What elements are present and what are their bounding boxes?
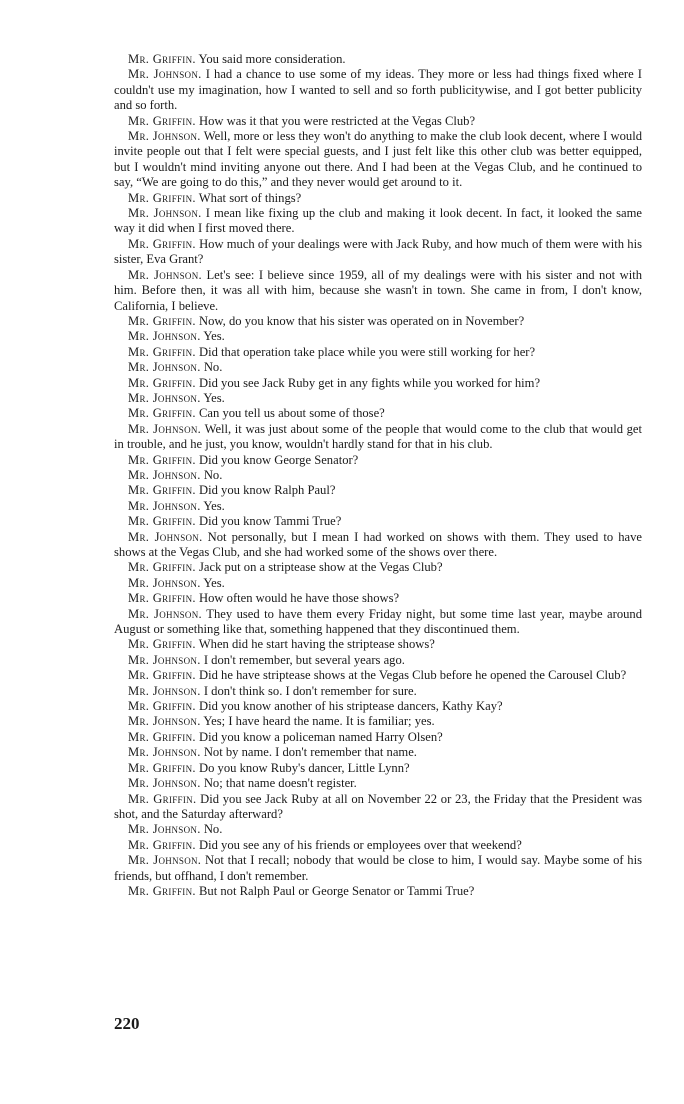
- speech-text: Did you see Jack Ruby get in any fights while you worked for him?: [199, 375, 541, 390]
- speech-text: Did you know Ralph Paul?: [199, 483, 336, 498]
- transcript-paragraph: [114, 114, 642, 129]
- transcript-paragraph: [114, 560, 642, 575]
- speech-text: Yes.: [203, 498, 225, 513]
- transcript-paragraph: [114, 314, 642, 329]
- speaker-label: Mr. Griffin.: [128, 113, 196, 128]
- speech-text: But not Ralph Paul or George Senator or Tammi True?: [199, 883, 475, 898]
- speaker-label: Mr. Griffin.: [128, 668, 196, 683]
- transcript-paragraph: [114, 206, 642, 237]
- speaker-label: Mr. Johnson.: [128, 267, 202, 282]
- transcript-paragraph: [114, 792, 642, 823]
- speech-text: When did he start having the striptease shows?: [198, 637, 435, 652]
- transcript-paragraph: [114, 483, 642, 498]
- speech-text: How much of your dealings were with Jack Ruby, and how much of them were with his sister, Eva Grant?: [114, 236, 642, 267]
- speech-text: Not that I recall; nobody that would be close to him, I would say. Maybe some of his friends, but offhand, I don't remember.: [114, 853, 642, 883]
- transcript-paragraph: [114, 530, 642, 561]
- speech-text: I don't think so. I don't remember for sure.: [203, 683, 417, 698]
- transcript-paragraph: [114, 391, 642, 406]
- speech-text: Can you tell us about some of those?: [199, 406, 385, 421]
- speech-text: I mean like fixing up the club and making it look decent. In fact, it looked the same way it did when I first moved there.: [114, 206, 642, 236]
- speaker-label: Mr. Griffin.: [128, 837, 196, 852]
- speech-text: Let's see: I believe since 1959, all of my dealings were with his sister and not with him. Before then, it was all with him, because she wasn't in town. She came in from, I don't know, California, I believe.: [114, 267, 642, 313]
- speech-text: They used to have them every Friday night, but some time last year, maybe around August or something like that, something happened that they discontinued them.: [114, 606, 643, 637]
- transcript-paragraph: [114, 67, 642, 113]
- speaker-label: Mr. Johnson.: [128, 606, 202, 621]
- speaker-label: Mr. Griffin.: [128, 375, 196, 390]
- speaker-label: Mr. Johnson.: [128, 360, 201, 375]
- transcript-paragraph: [114, 329, 642, 344]
- speaker-label: Mr. Griffin.: [128, 344, 196, 359]
- speech-text: No; that name doesn't register.: [203, 776, 357, 791]
- transcript-paragraph: [114, 406, 642, 421]
- speaker-label: Mr. Johnson.: [128, 529, 203, 544]
- speaker-label: Mr. Griffin.: [128, 452, 196, 467]
- speech-text: You said more consideration.: [198, 52, 346, 66]
- speaker-label: Mr. Johnson.: [128, 683, 201, 698]
- transcript-paragraph: [114, 822, 642, 837]
- speaker-label: Mr. Griffin.: [128, 591, 196, 606]
- speech-text: What sort of things?: [198, 190, 302, 205]
- speaker-label: Mr. Griffin.: [128, 637, 196, 652]
- transcript-paragraph: [114, 776, 642, 791]
- speaker-label: Mr. Griffin.: [128, 760, 196, 775]
- transcript-paragraph: [114, 129, 642, 191]
- speech-text: How often would he have those shows?: [199, 591, 400, 606]
- transcript-paragraph: [114, 730, 642, 745]
- speech-text: Not by name. I don't remember that name.: [203, 745, 417, 760]
- speaker-label: Mr. Griffin.: [128, 483, 196, 498]
- speech-text: No.: [203, 467, 223, 482]
- speech-text: Do you know Ruby's dancer, Little Lynn?: [199, 760, 410, 775]
- speaker-label: Mr. Griffin.: [128, 883, 196, 898]
- page-number: 220: [114, 1014, 140, 1033]
- speech-text: I don't remember, but several years ago.: [203, 652, 405, 667]
- speech-text: Did you know a policeman named Harry Olsen?: [199, 729, 443, 744]
- speaker-label: Mr. Johnson.: [128, 390, 201, 405]
- transcript-paragraph: [114, 453, 642, 468]
- speaker-label: Mr. Griffin.: [128, 52, 196, 66]
- transcript-paragraph: [114, 576, 642, 591]
- speaker-label: Mr. Johnson.: [128, 467, 201, 482]
- speech-text: Well, more or less they won't do anything to make the club look decent, where I would invite people out that I felt were special guests, and I just felt like this other club was better equipped, but I wouldn't mind inviting anyone out there. And I had been at the Vegas Club, and he continued to say, “We are going to do this,” and they never would get around to it.: [114, 129, 643, 190]
- transcript-paragraph: [114, 607, 642, 638]
- transcript-paragraph: [114, 237, 642, 268]
- transcript-paragraph: [114, 499, 642, 514]
- speech-text: Yes.: [203, 575, 225, 590]
- transcript-paragraph: [114, 514, 642, 529]
- transcript-paragraph: [114, 268, 642, 314]
- speech-text: Did you know another of his striptease dancers, Kathy Kay?: [199, 699, 503, 714]
- transcript-paragraph: [114, 653, 642, 668]
- transcript-paragraph: [114, 637, 642, 652]
- speech-text: Well, it was just about some of the people that would come to the club that would get in trouble, and he just, you know, wouldn't hardly stand for that in his club.: [114, 421, 643, 452]
- speaker-label: Mr. Johnson.: [128, 853, 202, 868]
- speaker-label: Mr. Johnson.: [128, 575, 201, 590]
- transcript-paragraph: [114, 668, 642, 683]
- speaker-label: Mr. Griffin.: [128, 791, 197, 806]
- transcript-paragraph: [114, 761, 642, 776]
- speech-text: Did that operation take place while you were still working for her?: [199, 344, 536, 359]
- transcript-paragraph: [114, 884, 642, 899]
- transcript-body: [114, 52, 642, 899]
- speaker-label: Mr. Johnson.: [128, 206, 202, 221]
- speech-text: Now, do you know that his sister was operated on in November?: [199, 313, 525, 328]
- speech-text: Did you know George Senator?: [199, 452, 359, 467]
- transcript-paragraph: [114, 591, 642, 606]
- speaker-label: Mr. Griffin.: [128, 190, 196, 205]
- speech-text: Did you see Jack Ruby at all on November 22 or 23, the Friday that the President was shot, and the Saturday afterward?: [114, 791, 642, 821]
- transcript-paragraph: [114, 684, 642, 699]
- transcript-paragraph: [114, 52, 642, 67]
- speaker-label: Mr. Griffin.: [128, 514, 196, 529]
- speaker-label: Mr. Griffin.: [128, 729, 196, 744]
- speech-text: How was it that you were restricted at the Vegas Club?: [199, 113, 476, 128]
- speech-text: Jack put on a striptease show at the Vegas Club?: [199, 560, 443, 575]
- transcript-paragraph: [114, 191, 642, 206]
- speaker-label: Mr. Johnson.: [128, 67, 202, 82]
- speaker-label: Mr. Johnson.: [128, 329, 201, 344]
- speech-text: Yes.: [203, 390, 225, 405]
- transcript-paragraph: [114, 468, 642, 483]
- transcript-paragraph: [114, 376, 642, 391]
- speech-text: No.: [203, 360, 223, 375]
- speaker-label: Mr. Griffin.: [128, 236, 196, 251]
- speaker-label: Mr. Johnson.: [128, 652, 201, 667]
- speech-text: Did you know Tammi True?: [199, 514, 342, 529]
- transcript-paragraph: [114, 745, 642, 760]
- speaker-label: Mr. Griffin.: [128, 560, 196, 575]
- transcript-paragraph: [114, 345, 642, 360]
- speaker-label: Mr. Johnson.: [128, 421, 202, 436]
- speaker-label: Mr. Johnson.: [128, 745, 201, 760]
- transcript-paragraph: [114, 838, 642, 853]
- speech-text: Not personally, but I mean I had worked on shows with them. They used to have shows at the Vegas Club, and she had worked some of the shows over there.: [114, 529, 642, 559]
- transcript-paragraph: [114, 360, 642, 375]
- speech-text: Did you see any of his friends or employees over that weekend?: [199, 837, 522, 852]
- speech-text: Yes; I have heard the name. It is familiar; yes.: [203, 714, 435, 729]
- speaker-label: Mr. Johnson.: [128, 714, 201, 729]
- speaker-label: Mr. Griffin.: [128, 699, 196, 714]
- speaker-label: Mr. Johnson.: [128, 129, 201, 144]
- speaker-label: Mr. Griffin.: [128, 313, 196, 328]
- speaker-label: Mr. Griffin.: [128, 406, 196, 421]
- transcript-paragraph: [114, 853, 642, 884]
- transcript-paragraph: [114, 422, 642, 453]
- speech-text: I had a chance to use some of my ideas. They more or less had things fixed where I couldn't use my imagination, how I wanted to sell and so forth publicitywise, and I got better publicity and so forth.: [114, 67, 642, 113]
- speaker-label: Mr. Johnson.: [128, 776, 201, 791]
- speaker-label: Mr. Johnson.: [128, 822, 201, 837]
- transcript-paragraph: [114, 699, 642, 714]
- speaker-label: Mr. Johnson.: [128, 498, 201, 513]
- speech-text: No.: [203, 822, 223, 837]
- speech-text: Yes.: [203, 329, 225, 344]
- speech-text: Did he have striptease shows at the Vegas Club before he opened the Carousel Club?: [199, 668, 627, 683]
- transcript-paragraph: [114, 714, 642, 729]
